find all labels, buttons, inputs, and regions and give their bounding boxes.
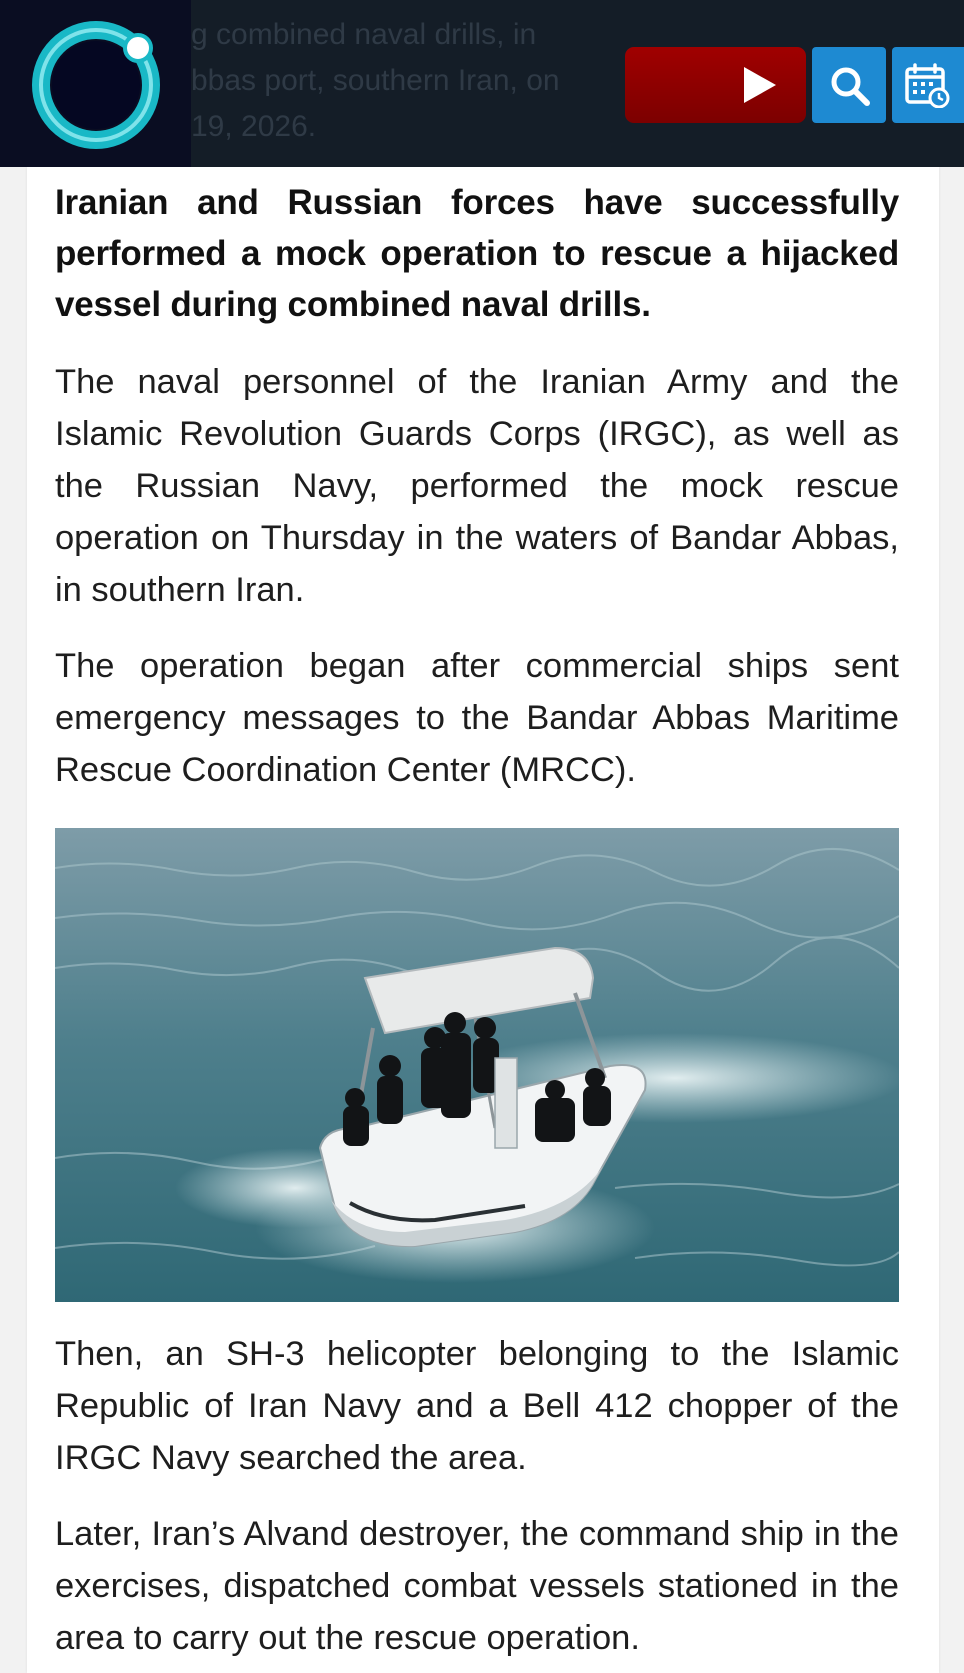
article-paragraph: The naval personnel of the Iranian Army and the Islamic Revolution Guards Corps (IRGC), as well as the Russian Navy, performed the mock rescue operation on Thursday in the waters of Bandar Abbas, in southern Iran. bbox=[55, 363, 899, 609]
calendar-button[interactable] bbox=[892, 47, 964, 123]
article-paragraph: The operation began after commercial ships sent emergency messages to the Bandar Abbas Maritime Rescue Coordination Center (MRCC). bbox=[55, 647, 899, 789]
caption-line: 19, 2026. bbox=[191, 110, 317, 143]
search-icon bbox=[829, 65, 871, 107]
calendar-icon bbox=[904, 62, 950, 108]
article-lead: Iranian and Russian forces have successfully performed a mock operation to rescue a hijacked vessel during combined naval drills. bbox=[55, 183, 899, 324]
site-header bbox=[0, 0, 964, 167]
article-photo[interactable] bbox=[55, 828, 899, 1302]
caption-line: bbas port, southern Iran, on bbox=[191, 64, 560, 97]
video-button[interactable] bbox=[625, 47, 806, 123]
image-caption-fragment bbox=[191, 12, 611, 150]
site-logo[interactable] bbox=[0, 0, 191, 167]
caption-line: g combined naval drills, in bbox=[191, 18, 537, 51]
play-icon bbox=[742, 65, 778, 105]
article-card bbox=[27, 167, 939, 1673]
search-button[interactable] bbox=[812, 47, 886, 123]
article-body bbox=[55, 167, 899, 1664]
article-paragraph: Then, an SH-3 helicopter belonging to the Islamic Republic of Iran Navy and a Bell 412 chopper of the IRGC Navy searched the area. bbox=[55, 1335, 899, 1477]
ring-logo-icon bbox=[26, 15, 166, 155]
article-paragraph: Later, Iran’s Alvand destroyer, the command ship in the exercises, dispatched combat vessels stationed in the area to carry out the rescue operation. bbox=[55, 1515, 899, 1657]
